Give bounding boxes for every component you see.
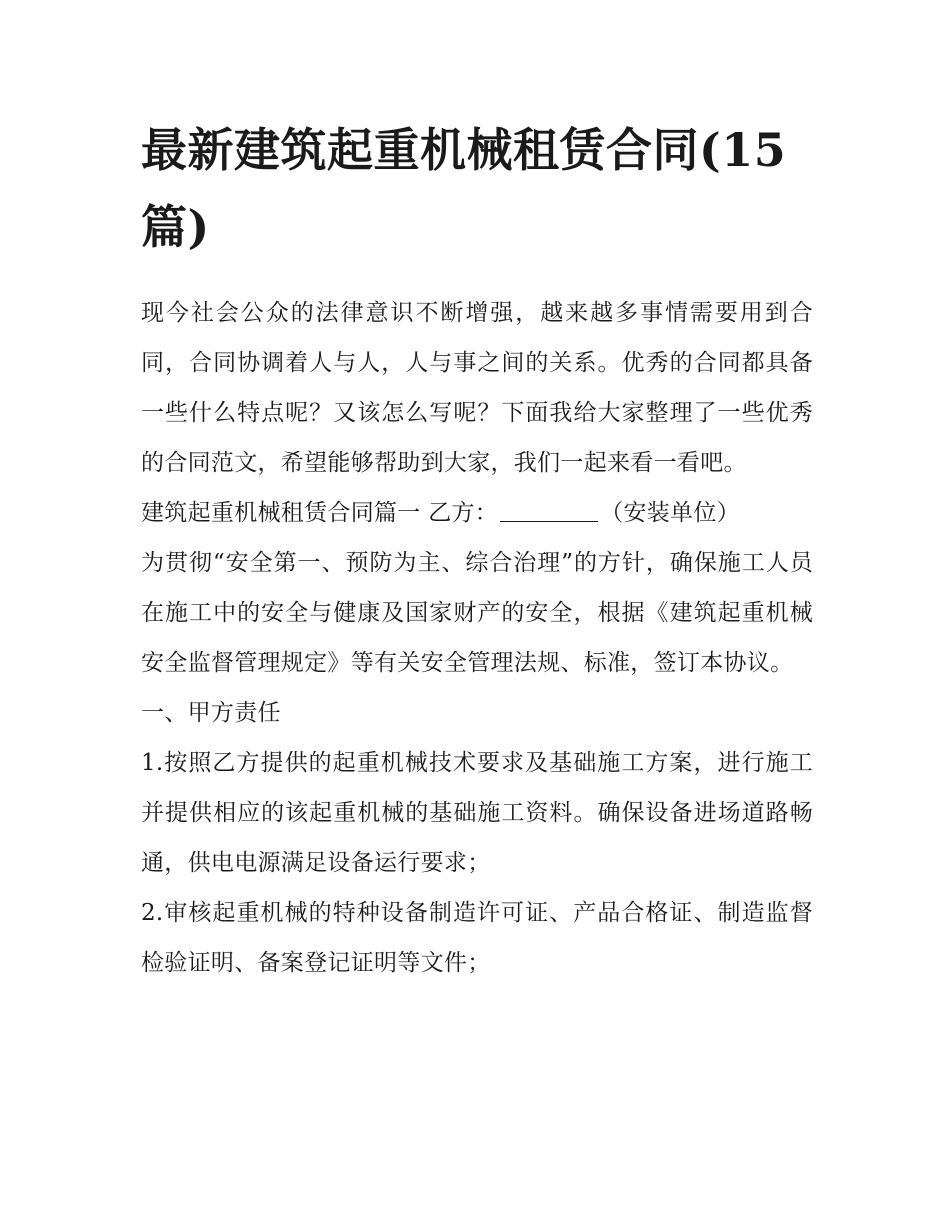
intro-paragraph: 现今社会公众的法律意识不断增强，越来越多事情需要用到合同，合同协调着人与人，人与事之间的关系。优秀的合同都具备一些什么特点呢？又该怎么写呢？下面我给大家整理了一些优秀的合同范文，希望能够帮助到大家，我们一起来看一看吧。 bbox=[141, 300, 813, 476]
clause-1: 1.按照乙方提供的起重机械技术要求及基础施工方案，进行施工并提供相应的该起重机械的基础施工资料。确保设备进场道路畅通，供电电源满足设备运行要求； bbox=[141, 750, 813, 876]
document-page bbox=[141, 112, 813, 988]
document-title: 最新建筑起重机械租赁合同(15篇) bbox=[141, 123, 787, 254]
section-heading bbox=[141, 488, 813, 538]
section-heading-suffix: （安装单位） bbox=[600, 500, 740, 526]
section-heading-prefix: 建筑起重机械租赁合同篇一 乙方： bbox=[141, 500, 499, 526]
purpose-paragraph: 为贯彻“安全第一、预防为主、综合治理”的方针，确保施工人员在施工中的安全与健康及国家财产的安全，根据《建筑起重机械安全监督管理规定》等有关安全管理法规、标准，签订本协议。 bbox=[141, 550, 813, 676]
part-one-heading: 一、甲方责任 bbox=[141, 700, 281, 726]
blank-line-field bbox=[500, 497, 598, 522]
clause-2: 2.审核起重机械的特种设备制造许可证、产品合格证、制造监督检验证明、备案登记证明等文件； bbox=[141, 900, 813, 976]
